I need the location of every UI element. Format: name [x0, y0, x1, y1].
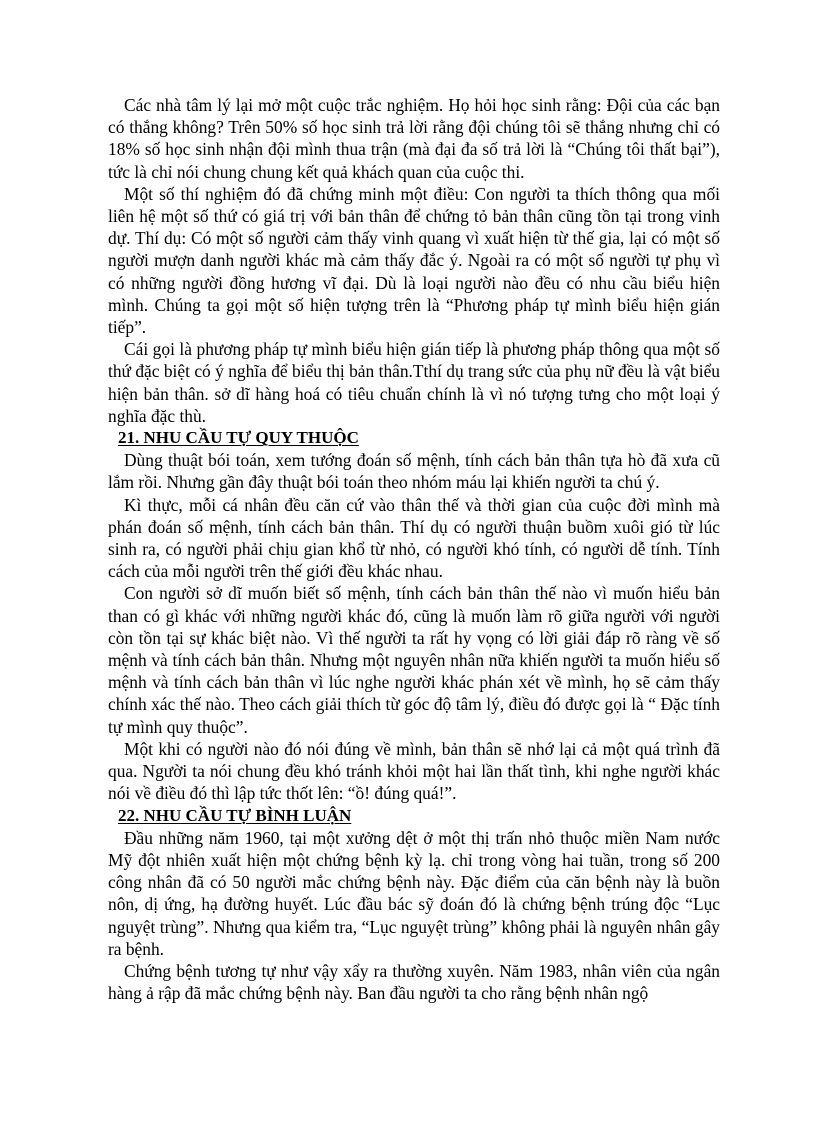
paragraph: Một khi có người nào đó nói đúng về mình, bản thân sẽ nhớ lại cả một quá trình đã qua. Người ta nói chung đều khó tránh khỏi một hai lần thất tình, khi nghe người khác nói về điều đó thì lập tức thốt lên: “ồ! đúng quá!”.: [108, 738, 720, 804]
paragraph: Chứng bệnh tương tự như vậy xẩy ra thường xuyên. Năm 1983, nhân viên của ngân hàng ả rập đã mắc chứng bệnh này. Ban đầu người ta cho rằng bệnh nhân ngộ: [108, 960, 720, 1004]
paragraph: Con người sở dĩ muốn biết số mệnh, tính cách bản thân thế nào vì muốn hiểu bản than có gì khác với những người khác đó, cũng là muốn làm rõ giữa người với người còn tồn tại sự khác biệt nào. Vì thế người ta rất hy vọng có lời giải đáp rõ ràng về số mệnh và tính cách bản thân. Nhưng một nguyên nhân nữa khiến người ta muốn hiểu số mệnh và tính cách bản thân vì lúc nghe người khác phán xét về mình, họ sẽ cảm thấy chính xác thế nào. Theo cách giải thích từ góc độ tâm lý, điều đó được gọi là “ Đặc tính tự mình quy thuộc”.: [108, 583, 720, 737]
paragraph: Kì thực, mỗi cá nhân đều căn cứ vào thân thế và thời gian của cuộc đời mình mà phán đoán số mệnh, tính cách bản thân. Thí dụ có người thuận buồm xuôi gió từ lúc sinh ra, có người phải chịu gian khổ từ nhỏ, có người khó tính, có người dễ tính. Tính cách của mỗi người trên thế giới đều khác nhau.: [108, 494, 720, 582]
paragraph: Một số thí nghiệm đó đã chứng minh một điều: Con người ta thích thông qua mối liên hệ một số thứ có giá trị với bản thân để chứng tỏ bản thân cũng tồn tại trong vinh dự. Thí dụ: Có một số người cảm thấy vinh quang vì xuất hiện từ thế gia, lại có một số người mượn danh người khác mà cảm thấy đắc ý. Ngoài ra có một số người tự phụ vì có những người đồng hương vĩ đại. Dù là loại người nào đều có nhu cầu biểu hiện mình. Chúng ta gọi một số hiện tượng trên là “Phương pháp tự mình biểu hiện gián tiếp”.: [108, 183, 720, 338]
paragraph: Cái gọi là phương pháp tự mình biểu hiện gián tiếp là phương pháp thông qua một số thứ đặc biệt có ý nghĩa để biểu thị bản thân.Tthí dụ trang sức của phụ nữ đều là vật biểu hiện bản thân. sở dĩ hàng hoá có tiêu chuẩn chính là vì nó tượng tưng cho một loại ý nghĩa đặc thù.: [108, 339, 720, 426]
paragraph: Đầu những năm 1960, tại một xưởng dệt ở một thị trấn nhỏ thuộc miền Nam nước Mỹ đột nhiên xuất hiện một chứng bệnh kỳ lạ. chỉ trong vòng hai tuần, trong số 200 công nhân đã có 50 người mắc chứng bệnh này. Đặc điểm của căn bệnh này là buồn nôn, dị ứng, hạ đường huyết. Lúc đầu bác sỹ đoán đó là chứng bệnh trúng độc “Lục nguyệt trùng”. Nhưng qua kiểm tra, “Lục nguyệt trùng” không phải là nguyên nhân gây ra bệnh.: [108, 827, 720, 959]
document-page: [108, 94, 720, 1004]
section-heading-22: 22. NHU CẦU TỰ BÌNH LUẬN: [118, 805, 352, 825]
section-heading-21: 21. NHU CẦU TỰ QUY THUỘC: [118, 428, 359, 448]
paragraph: Các nhà tâm lý lại mở một cuộc trắc nghiệm. Họ hỏi học sinh rằng: Đội của các bạn có thắng không? Trên 50% số học sinh trả lời rằng đội chúng tôi sẽ thắng nhưng chỉ có 18% số học sinh nhận đội mình thua trận (mà đại đa số trả lời là “Chúng tôi thất bại”), tức là chỉ nói chung chung kết quả khách quan của cuộc thi.: [108, 95, 720, 182]
paragraph: Dùng thuật bói toán, xem tướng đoán số mệnh, tính cách bản thân tựa hò đã xưa cũ lắm rồi. Nhưng gần đây thuật bói toán theo nhóm máu lại khiến người ta chú ý.: [108, 450, 720, 493]
